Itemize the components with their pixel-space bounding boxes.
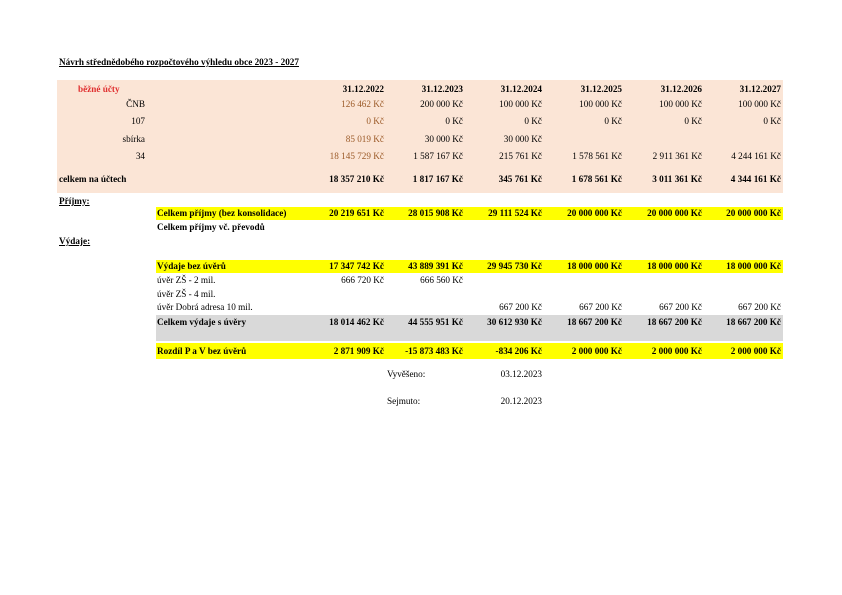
- income-total-value: 20 219 651 Kč: [329, 208, 384, 218]
- account-value: 100 000 Kč: [579, 99, 622, 109]
- loan-label: úvěr ZŠ - 4 mil.: [157, 289, 216, 299]
- expenses-total-value: 18 667 200 Kč: [726, 317, 781, 327]
- loan-value: 667 200 Kč: [659, 302, 702, 312]
- account-value: 200 000 Kč: [420, 99, 463, 109]
- date-header-1: 31.12.2023: [421, 84, 463, 94]
- account-value: 4 244 161 Kč: [731, 151, 781, 161]
- date-header-0: 31.12.2022: [342, 84, 384, 94]
- expenses-total-value: 18 667 200 Kč: [567, 317, 622, 327]
- posted-date: 03.12.2023: [500, 369, 542, 379]
- account-label: 34: [135, 151, 145, 161]
- date-header-2: 31.12.2024: [500, 84, 542, 94]
- loan-value: 666 720 Kč: [341, 275, 384, 285]
- loan-value: 667 200 Kč: [499, 302, 542, 312]
- date-header-4: 31.12.2026: [660, 84, 702, 94]
- account-label: sbírka: [122, 134, 145, 144]
- loan-value: 667 200 Kč: [579, 302, 622, 312]
- expenses-without-loans-label: Výdaje bez úvěrů: [157, 261, 226, 271]
- posted-label: Vyvěšeno:: [387, 369, 426, 379]
- difference-label: Rozdíl P a V bez úvěrů: [157, 346, 247, 356]
- difference-value: -834 206 Kč: [495, 346, 542, 356]
- account-label: ČNB: [126, 99, 145, 109]
- loan-value: 667 200 Kč: [738, 302, 781, 312]
- account-value: 126 462 Kč: [341, 99, 384, 109]
- account-value: 18 145 729 Kč: [329, 151, 384, 161]
- accounts-total-value: 345 761 Kč: [498, 174, 542, 184]
- removed-label: Sejmuto:: [387, 396, 421, 406]
- expenses-without-loans-value: 43 889 391 Kč: [408, 261, 463, 271]
- expenses-without-loans-value: 17 347 742 Kč: [329, 261, 384, 271]
- expenses-without-loans-value: 18 000 000 Kč: [726, 261, 781, 271]
- account-value: 85 019 Kč: [345, 134, 384, 144]
- income-total-value: 29 111 524 Kč: [488, 208, 542, 218]
- expenses-total-label: Celkem výdaje s úvěry: [157, 317, 247, 327]
- income-total-value: 20 000 000 Kč: [726, 208, 781, 218]
- loan-label: úvěr Dobrá adresa 10 mil.: [157, 302, 253, 312]
- difference-value: -15 873 483 Kč: [405, 346, 463, 356]
- expenses-without-loans-value: 18 000 000 Kč: [647, 261, 702, 271]
- accounts-total-label: celkem na účtech: [59, 174, 127, 184]
- income-total-value: 28 015 908 Kč: [408, 208, 463, 218]
- accounts-total-value: 1 817 167 Kč: [412, 174, 463, 184]
- expenses-total-value: 30 612 930 Kč: [487, 317, 542, 327]
- loan-value: 666 560 Kč: [420, 275, 463, 285]
- accounts-total-value: 1 678 561 Kč: [571, 174, 622, 184]
- account-label: 107: [131, 116, 145, 126]
- accounts-total-value: 18 357 210 Kč: [329, 174, 384, 184]
- account-value: 0 Kč: [445, 116, 463, 126]
- date-header-5: 31.12.2027: [739, 84, 781, 94]
- account-value: 30 000 Kč: [503, 134, 542, 144]
- account-value: 1 587 167 Kč: [413, 151, 463, 161]
- account-value: 100 000 Kč: [738, 99, 781, 109]
- page-title: Návrh střednědobého rozpočtového výhledu obce 2023 - 2027: [59, 57, 299, 67]
- expenses-total-value: 18 014 462 Kč: [329, 317, 384, 327]
- account-value: 0 Kč: [763, 116, 781, 126]
- expenses-heading: Výdaje:: [59, 236, 91, 246]
- income-total-value: 20 000 000 Kč: [567, 208, 622, 218]
- account-value: 30 000 Kč: [424, 134, 463, 144]
- difference-value: 2 871 909 Kč: [333, 346, 384, 356]
- account-value: 215 761 Kč: [499, 151, 542, 161]
- account-value: 100 000 Kč: [659, 99, 702, 109]
- expenses-total-value: 18 667 200 Kč: [647, 317, 702, 327]
- accounts-total-value: 3 011 361 Kč: [652, 174, 702, 184]
- difference-value: 2 000 000 Kč: [651, 346, 702, 356]
- account-value: 1 578 561 Kč: [572, 151, 622, 161]
- loan-label: úvěr ZŠ - 2 mil.: [157, 275, 216, 285]
- accounts-header-label: běžné účty: [78, 84, 120, 94]
- date-header-3: 31.12.2025: [580, 84, 622, 94]
- income-total-value: 20 000 000 Kč: [647, 208, 702, 218]
- expenses-without-loans-value: 18 000 000 Kč: [567, 261, 622, 271]
- removed-date: 20.12.2023: [500, 396, 542, 406]
- expenses-without-loans-value: 29 945 730 Kč: [487, 261, 542, 271]
- difference-value: 2 000 000 Kč: [730, 346, 781, 356]
- account-value: 100 000 Kč: [499, 99, 542, 109]
- account-value: 0 Kč: [366, 116, 384, 126]
- account-value: 0 Kč: [684, 116, 702, 126]
- account-value: 0 Kč: [524, 116, 542, 126]
- expenses-total-value: 44 555 951 Kč: [408, 317, 463, 327]
- income-heading: Příjmy:: [59, 196, 90, 206]
- income-total-label: Celkem příjmy (bez konsolidace): [157, 208, 287, 218]
- account-value: 0 Kč: [604, 116, 622, 126]
- account-value: 2 911 361 Kč: [652, 151, 702, 161]
- difference-value: 2 000 000 Kč: [571, 346, 622, 356]
- income-transfers-label: Celkem příjmy vč. převodů: [157, 222, 265, 232]
- accounts-total-value: 4 344 161 Kč: [730, 174, 781, 184]
